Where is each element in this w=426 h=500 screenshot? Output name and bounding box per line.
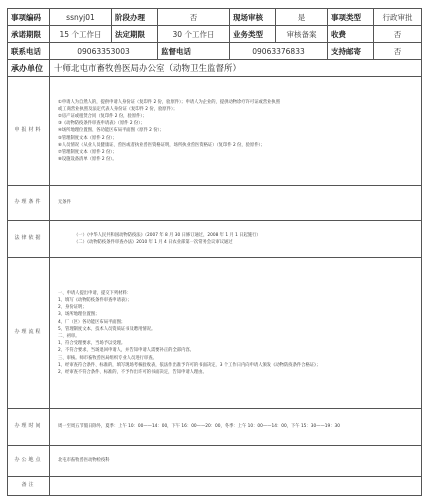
process-row (8, 258, 422, 409)
conditions-row (8, 186, 422, 221)
basis-content (50, 221, 422, 258)
materials-row (8, 77, 422, 186)
org-value: 十师北屯市畜牧兽医局办公室（动物卫生监督所） (50, 60, 422, 77)
header-row-2 (8, 26, 422, 43)
process-line: 2、不符合要求，当场退回申请人，并告知申请人需要补正的全部内容。 (58, 348, 194, 354)
header-label: 现场审核 (230, 9, 276, 26)
header-label: 收费 (328, 26, 374, 43)
conditions-value: 无条件 (50, 186, 422, 221)
stage-handling-value: 否 (158, 9, 230, 26)
materials-line: ③《动物防疫条件审查申请表》（原件 2 份）； (58, 121, 145, 127)
process-line: 1、填写《动物防疫条件审查申请表》； (58, 297, 132, 303)
header-label: 承诺期限 (8, 26, 50, 43)
hours-row (8, 409, 422, 446)
promise-period-value: 15 个工作日 (50, 26, 112, 43)
basis-line: （二）《动物防疫条件审查办法》2010 年 1 月 4 日农业部第一次常务会议审议通过 (74, 240, 233, 245)
conditions-label: 办理条件 (8, 186, 50, 221)
header-label: 业务类型 (230, 26, 276, 43)
business-type-value: 审核备案 (276, 26, 328, 43)
process-line: 1、符合受理要求，当场予以受理。 (58, 341, 126, 347)
hours-label: 办理时间 (8, 409, 50, 446)
header-label: 支持邮寄 (328, 43, 374, 60)
header-row-3 (8, 43, 422, 60)
location-label: 办公地点 (8, 446, 50, 477)
process-content (50, 258, 422, 409)
basis-line: （一）《中华人民共和国动物防疫法》（2007 年 8 月 30 日修订通过，2008 年 1 月 1 日起施行） (74, 232, 261, 238)
header-label: 法定期限 (112, 26, 158, 43)
materials-line: ⑧设施设备清单（原件 2 份）。 (58, 157, 117, 163)
header-label: 事项类型 (328, 9, 374, 26)
materials-line: ④场所地理位置图、各功能区布局平面图（原件 2 份）； (58, 128, 164, 134)
contact-phone-value: 09063353003 (50, 43, 158, 60)
location-row (8, 446, 422, 477)
header-label: 联系电话 (8, 43, 50, 60)
materials-line: ②房产证或租赁合同（复印件 2 份，验原件）； (58, 113, 147, 119)
process-line: 4、厂（区）各功能区布局平面图； (58, 319, 126, 325)
basis-label: 法律依据 (8, 221, 50, 258)
header-label: 监督电话 (158, 43, 230, 60)
process-line: 2、经审查不符合条件、标准的，不予作出许可的书面决定，告知申请人理由。 (58, 370, 207, 376)
remarks-value (50, 477, 422, 496)
org-label: 承办单位 (8, 60, 50, 77)
basis-row (8, 221, 422, 258)
process-line: 三、审核。师市畜牧兽医局组织专业人员进行审查。 (58, 355, 157, 361)
org-row (8, 60, 422, 77)
location-value: 北屯市畜牧兽医动物检疫科 (50, 446, 422, 477)
materials-line: ⑥人员情况（从业人员健康证、兽医或者执业兽医资格证明，场所执业兽医资格证）（复印件 2 份，验原件）； (58, 142, 265, 148)
process-line: 1、经审查符合条件、标准的，填写现场考核验收表，依法作出准予许可的书面决定，3 个工作日内向申请人颁发《动物防疫条件合格证》； (58, 362, 321, 368)
service-guide-table (7, 8, 422, 496)
process-line: 2、身份证明； (58, 305, 87, 311)
header-label: 阶段办理 (112, 9, 158, 26)
process-line: 二、初审。 (58, 334, 80, 339)
supervision-phone-value: 09063376833 (230, 43, 328, 60)
remarks-label: 备注 (8, 477, 50, 496)
header-label: 事项编码 (8, 9, 50, 26)
hours-value: 周一至周五节假日除外，夏季：上午 10：00——14：00，下午 16：00——20：00，冬季：上午 10：00——14：00，下午 15：30——19：30 (50, 409, 422, 446)
service-guide-sheet (7, 8, 421, 496)
materials-line: 或工商营业执照及法定代表人身份证（复印件 2 份，验原件）； (58, 106, 178, 112)
process-line: 3、场所地理位置图； (58, 312, 100, 318)
materials-line: ⑤管理制度文本（原件 2 份）； (58, 135, 117, 141)
process-label: 办理流程 (8, 258, 50, 409)
remarks-row (8, 477, 422, 496)
process-line: 5、管理制度文本、技术人员资质证书及聘用情况。 (58, 326, 156, 332)
materials-line: ①申请人为自然人的，提供申请人身份证（复印件 2 份，验原件）；申请人为企业的，提供动物诊疗许可证或营业执照 (58, 99, 281, 105)
header-row-1 (8, 9, 422, 26)
materials-line: ⑦管理制度文本（原件 2 份）； (58, 150, 117, 155)
materials-label: 申报材料 (8, 77, 50, 186)
process-line: 一、申请人提出申请，提交下列材料： (58, 290, 132, 296)
fee-value: 否 (374, 26, 422, 43)
item-code-value: ssnyj01 (50, 9, 112, 26)
materials-content (50, 77, 422, 186)
onsite-review-value: 是 (276, 9, 328, 26)
mail-support-value: 否 (374, 43, 422, 60)
legal-period-value: 30 个工作日 (158, 26, 230, 43)
item-type-value: 行政审批 (374, 9, 422, 26)
